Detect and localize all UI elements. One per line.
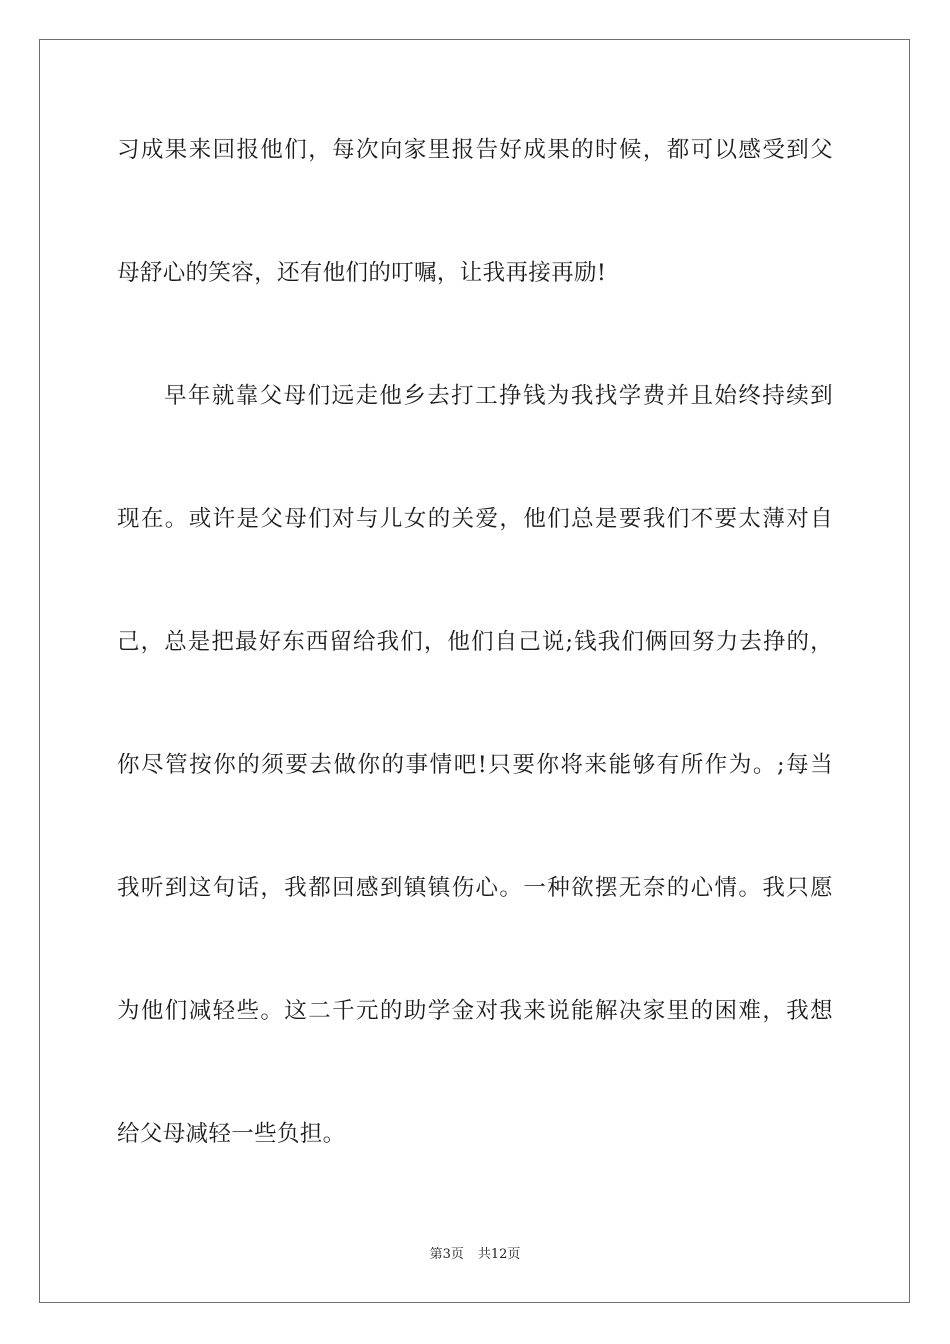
total-pages: 共12页 (477, 1247, 521, 1262)
text-line-3: 早年就靠父母们远走他乡去打工挣钱为我找学费并且始终持续到 (164, 383, 833, 409)
text-line-2: 母舒心的笑容，还有他们的叮嘱，让我再接再励! (117, 260, 607, 286)
text-line-6: 你尽管按你的须要去做你的事情吧!只要你将来能够有所作为。;每当 (117, 752, 833, 778)
text-line-1: 习成果来回报他们，每次向家里报告好成果的时候，都可以感受到父 (117, 137, 833, 163)
text-line-9: 给父母减轻一些负担。 (117, 1121, 346, 1147)
page-number: 第3页 (429, 1247, 464, 1262)
text-line-4: 现在。或许是父母们对与儿女的关爱，他们总是要我们不要太薄对自 (117, 506, 833, 532)
text-line-5: 己，总是把最好东西留给我们，他们自己说;钱我们俩回努力去挣的， (117, 629, 833, 655)
page-frame (39, 39, 910, 1303)
text-line-7: 我听到这句话，我都回感到镇镇伤心。一种欲摆无奈的心情。我只愿 (117, 875, 833, 901)
text-line-8: 为他们减轻些。这二千元的助学金对我来说能解决家里的困难，我想 (117, 998, 833, 1024)
page-footer (0, 1246, 950, 1264)
